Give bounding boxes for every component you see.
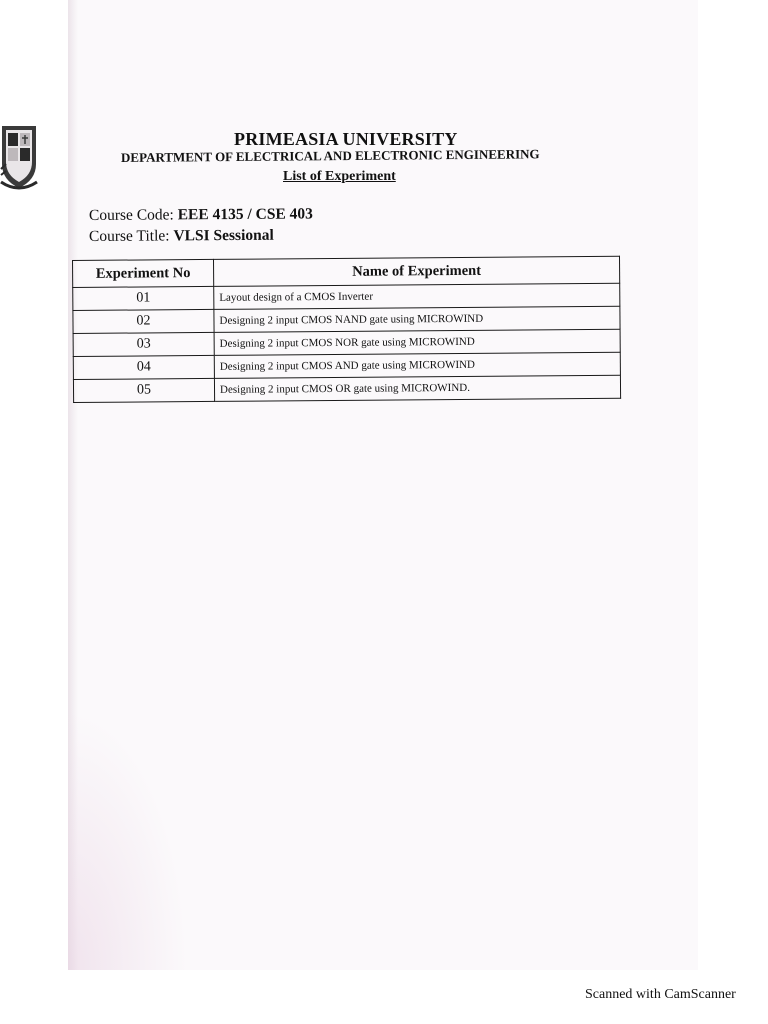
experiment-name: Designing 2 input CMOS OR gate using MICROWIND. (214, 375, 620, 401)
experiment-number: 04 (73, 355, 214, 379)
department-name: DEPARTMENT OF ELECTRICAL AND ELECTRONIC ENGINEERING (120, 146, 540, 165)
experiment-name: Designing 2 input CMOS NAND gate using MICROWIND (214, 306, 620, 332)
course-title-value: VLSI Sessional (173, 226, 274, 245)
course-code-line (89, 205, 313, 225)
university-crest-icon (0, 124, 38, 196)
experiment-number: 05 (73, 378, 214, 402)
course-code-value: EEE 4135 / CSE 403 (177, 205, 313, 224)
page-stain (68, 710, 188, 970)
course-title-label: Course Title: (88, 227, 170, 245)
document-title: List of Experiment (283, 169, 396, 184)
experiment-name: Layout design of a CMOS Inverter (214, 283, 620, 309)
scanner-watermark: Scanned with CamScanner (585, 987, 736, 1002)
header-experiment-no: Experiment No (73, 259, 214, 287)
experiment-number: 01 (73, 286, 214, 310)
experiment-number: 03 (73, 332, 214, 356)
course-code-label: Course Code: (88, 206, 174, 224)
table-row (73, 375, 620, 402)
table-header-row (73, 256, 620, 287)
course-title-line (89, 227, 274, 246)
experiment-name: Designing 2 input CMOS AND gate using MICROWIND (214, 352, 620, 378)
experiment-number: 02 (73, 309, 214, 333)
experiment-name: Designing 2 input CMOS NOR gate using MICROWIND (214, 329, 620, 355)
experiment-table (72, 256, 621, 403)
header-experiment-name: Name of Experiment (213, 256, 619, 286)
university-name: PRIMEASIA UNIVERSITY (234, 129, 458, 149)
